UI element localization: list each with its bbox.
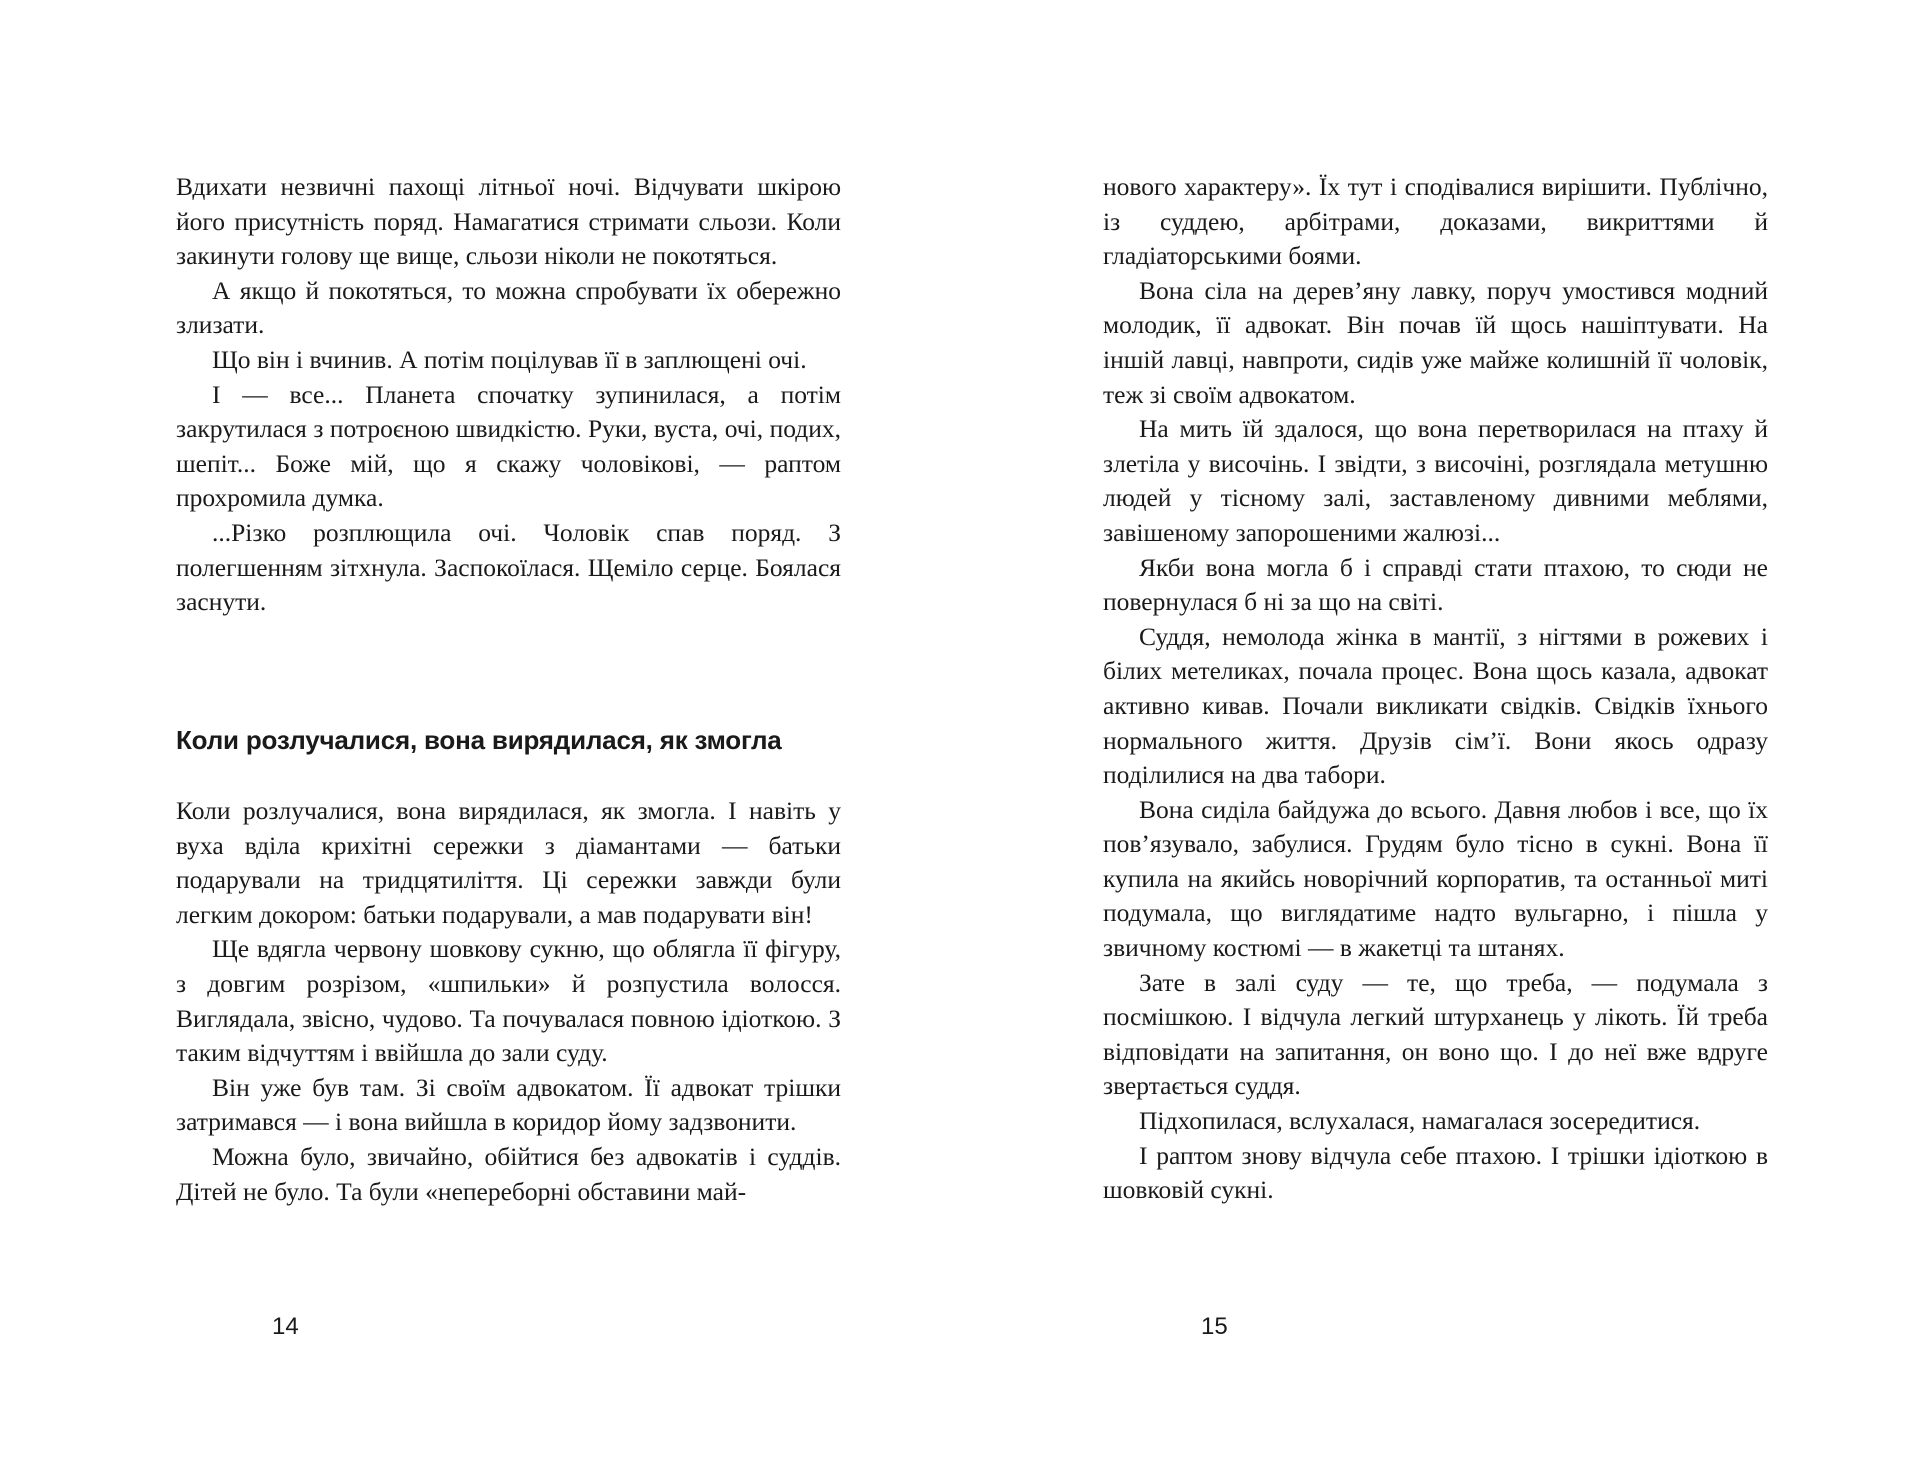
paragraph: Що він і вчинив. А потім поцілував її в заплющені очі.: [212, 344, 807, 374]
paragraph: Вона сиділа байдужа до всього. Давня любов і все, що їх пов’язувало, забулися. Грудям було тісно в сукні. Вона її купила на якийсь новорічний корпоратив, та останньої миті подумала, що виглядатиме надто вульгарно, і пішла у звичному костюмі — в жакетці та штанях.: [1103, 794, 1768, 963]
paragraph: Суддя, немолода жінка в мантії, з нігтями в рожевих і білих метеликах, почала процес. Вона щось казала, адвокат активно кивав. Почали викликати свідків. Свідків їхнього нормального життя. Друзів сім’ї. Вони якось одразу поділилися на два табори.: [1103, 621, 1768, 790]
paragraph: А якщо й покотяться, то можна спробувати їх обережно злизати.: [176, 275, 841, 340]
left-top-text: [176, 170, 841, 620]
paragraph: Коли розлучалися, вона вирядилася, як змогла. І навіть у вуха вділа крихітні сережки з діамантами — батьки подарували на тридцятиліття. Ці сережки завжди були легким докором: батьки подарували, а мав подарувати він!: [176, 796, 841, 929]
paragraph: Він уже був там. Зі своїм адвокатом. Її адвокат трішки затримався — і вона вийшла в коридор йому задзвонити.: [176, 1072, 841, 1137]
page-number: 15: [1201, 1313, 1228, 1340]
paragraph: ...Різко розплющила очі. Чоловік спав поряд. З полегшенням зітхнула. Заспокоїлася. Щеміло серце. Боялася заснути.: [176, 517, 841, 617]
right-text: [1103, 170, 1768, 1208]
page-number: 14: [272, 1313, 299, 1340]
paragraph: Підхопилася, вслухалася, намагалася зосередитися.: [1139, 1106, 1701, 1136]
paragraph: нового характеру». Їх тут і сподівалися вирішити. Публічно, із суддею, арбітрами, доказами, викриттями й гладіаторськими боями.: [1103, 172, 1768, 271]
left-bottom-text: [176, 794, 841, 1209]
paragraph: І — все... Планета спочатку зупинилася, а потім закрутилася з потроєною швидкістю. Руки, вуста, очі, подих, шепіт... Боже мій, що я скажу чоловікові, — раптом прохромила думка.: [176, 379, 841, 513]
paragraph: Вдихати незвичні пахощі літньої ночі. Відчувати шкірою його присутність поряд. Намагатися стримати сльози. Коли закинути голову ще вище, сльози ніколи не покотяться.: [176, 172, 841, 271]
paragraph: Можна було, звичайно, обійтися без адвокатів і суддів. Дітей не було. Та були «непереборні обставини май-: [176, 1141, 841, 1206]
section-heading: Коли розлучалися, вона вирядилася, як змогла: [176, 725, 782, 755]
paragraph: Ще вдягла червону шовкову сукню, що облягла її фігуру, з довгим розрізом, «шпильки» й розпустила волосся. Виглядала, звісно, чудово. Та почувалася повною ідіоткою. З таким відчуттям і ввійшла до зали суду.: [176, 934, 841, 1068]
paragraph: Якби вона могла б і справді стати птахою, то сюди не повернулася б ні за що на світі.: [1103, 552, 1768, 617]
paragraph: На мить їй здалося, що вона перетворилася на птаху й злетіла у височінь. І звідти, з височіні, розглядала метушню людей у тісному залі, заставленому дивними меблями, завішеному запорошеними жалюзі...: [1103, 414, 1768, 547]
paragraph: Зате в залі суду — те, що треба, — подумала з посмішкою. І відчула легкий штурханець у лікоть. Їй треба відповідати на запитання, он воно що. І до неї вже вдруге звертається суддя.: [1103, 967, 1768, 1101]
paragraph: І раптом знову відчула себе птахою. І трішки ідіоткою в шовковій сукні.: [1103, 1140, 1768, 1205]
paragraph: Вона сіла на дерев’яну лавку, поруч умостився модний молодик, її адвокат. Він почав їй щось нашіптувати. На іншій лавці, навпроти, сидів уже майже колишній її чоловік, теж зі своїм адвокатом.: [1103, 275, 1768, 409]
